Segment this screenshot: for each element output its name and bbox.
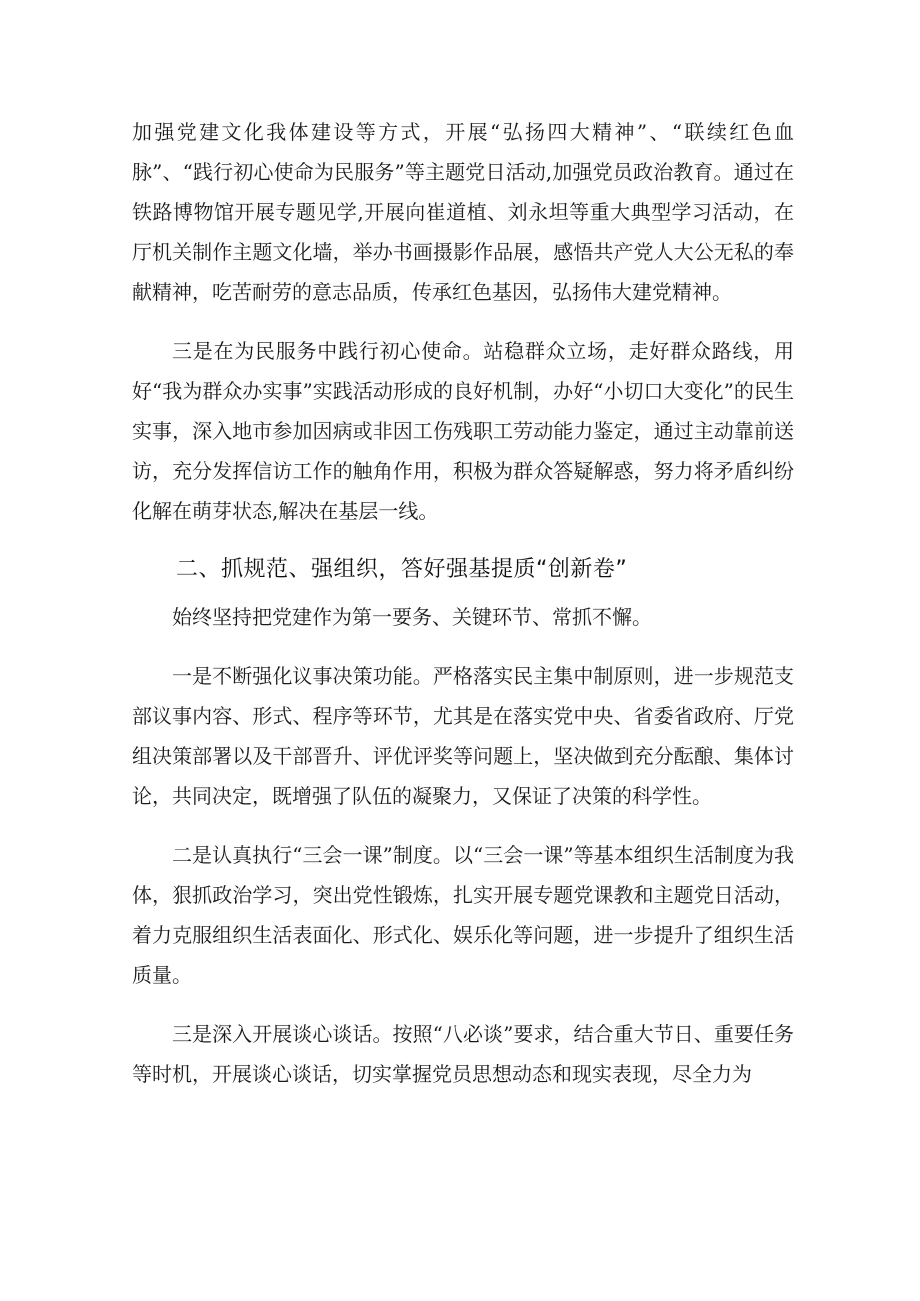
paragraph-intro: 始终坚持把党建作为第一要务、关键环节、常抓不懈。 (172, 605, 652, 629)
paragraph-heart-talks: 三是深入开展谈心谈话。按照“八必谈”要求，结合重大节日、重要任务等时机，开展谈心谈话，切实掌握党员思想动态和现实表现，尽全力为 (132, 1022, 794, 1086)
document-body (132, 112, 794, 1113)
paragraph-serve-people: 三是在为民服务中践行初心使命。站稳群众立场，走好群众路线，用好“我为群众办实事”实践活动形成的良好机制，办好“小切口大变化”的民生实事，深入地市参加因病或非因工伤残职工劳动能力鉴定，通过主动靠前送访，充分发挥信访工作的触角作用，积极为群众答疑解惑，努力将矛盾纠纷化解在萌芽状态,解决在基层一线。 (132, 339, 794, 523)
paragraph-three-meetings: 二是认真执行“三会一课”制度。以“三会一课”等基本组织生活制度为我体，狠抓政治学习，突出党性锻炼，扎实开展专题党课教和主题党日活动，着力克服组织生活表面化、形式化、娱乐化等问题，进一步提升了组织生活质量。 (132, 843, 794, 987)
section-heading: 二、抓规范、强组织，答好强基提质“创新卷” (176, 557, 628, 582)
paragraph-decision-making: 一是不断强化议事决策功能。严格落实民主集中制原则，进一步规范支部议事内容、形式、程序等环节，尤其是在落实党中央、省委省政府、厅党组决策部署以及干部晋升、评优评奖等问题上，坚决做到充分酝酿、集体讨论，共同决定，既增强了队伍的凝聚力，又保证了决策的科学性。 (132, 664, 794, 808)
paragraph-continued: 加强党建文化我体建设等方式，开展“弘扬四大精神”、“联续红色血脉”、“践行初心使命为民服务”等主题党日活动,加强党员政治教育。通过在铁路博物馆开展专题见学,开展向崔道植、刘永坦等重大典型学习活动，在厅机关制作主题文化墙，举办书画摄影作品展，感悟共产党人大公无私的奉献精神，吃苦耐劳的意志品质，传承红色基因，弘扬伟大建党精神。 (132, 120, 794, 304)
